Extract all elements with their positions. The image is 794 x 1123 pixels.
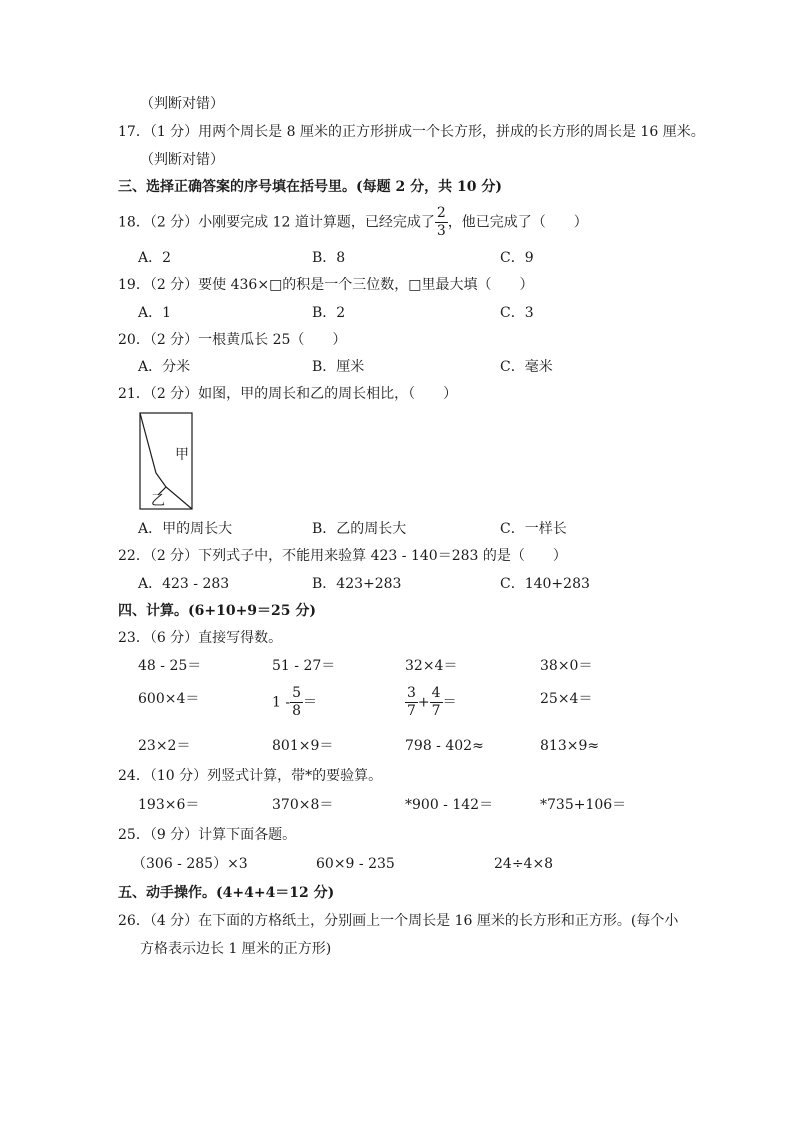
- option-c: C．3: [500, 305, 534, 321]
- calc-item: *735+106＝: [540, 797, 627, 813]
- question-17: 17．（1 分）用两个周长是 8 厘米的正方形拼成一个长方形，拼成的长方形的周长是 16 厘米。: [118, 124, 705, 140]
- question-19: 19．（2 分）要使 436×□的积是一个三位数，□里最大填（ ）: [118, 277, 534, 293]
- judge-note: （判断对错）: [140, 96, 224, 112]
- question-18-text-end: ，他已完成了（ ）: [447, 214, 588, 231]
- question-22: 22．（2 分）下列式子中，不能用来验算 423 - 140＝283 的是（ ）: [118, 548, 567, 564]
- option-c: C．9: [500, 250, 534, 266]
- calc-item: （306 - 285）×3: [132, 856, 248, 872]
- option-a: A．甲的周长大: [138, 521, 233, 537]
- calc-text: 1 -: [272, 694, 291, 711]
- option-b: B．423+283: [312, 576, 402, 592]
- calc-item: 24÷4×8: [494, 856, 554, 872]
- calc-item: 798 - 402≈: [405, 738, 484, 754]
- option-b: B．乙的周长大: [312, 521, 407, 537]
- question-21: 21．（2 分）如图，甲的周长和乙的周长相比，（ ）: [118, 386, 458, 402]
- calc-item: 370×8＝: [272, 797, 334, 813]
- numerator: 4: [431, 685, 441, 701]
- denominator: 7: [407, 703, 416, 719]
- numerator: 2: [436, 205, 446, 221]
- question-26-continued: 方格表示边长 1 厘米的正方形): [140, 941, 332, 957]
- option-c: C．140+283: [500, 576, 590, 592]
- label-yi: 乙: [151, 493, 165, 509]
- option-c: C．毫米: [500, 359, 553, 375]
- calc-item: 32×4＝: [405, 658, 458, 674]
- label-jia: 甲: [175, 447, 189, 463]
- numerator: 3: [407, 685, 416, 701]
- question-24: 24．（10 分）列竖式计算，带*的要验算。: [118, 768, 383, 784]
- plus-sign: +: [417, 694, 430, 711]
- fraction: [431, 686, 442, 719]
- calc-item: 813×9≈: [540, 738, 600, 754]
- calc-item: 25×4＝: [540, 691, 593, 707]
- option-a: A．分米: [138, 359, 191, 375]
- calc-text: ＝: [442, 694, 457, 711]
- calc-item: 23×2＝: [138, 738, 191, 754]
- question-26: 26．（4 分）在下面的方格纸土，分别画上一个周长是 16 厘米的长方形和正方形。(每个小: [118, 913, 679, 929]
- denominator: 8: [292, 703, 302, 719]
- question-20: 20．（2 分）一根黄瓜长 25（ ）: [118, 332, 347, 348]
- calc-item: 38×0＝: [540, 658, 593, 674]
- calc-item: 48 - 25＝: [138, 658, 202, 674]
- section-4-heading: 四、计算。(6+10+9＝25 分): [118, 603, 317, 619]
- judge-note: （判断对错）: [140, 152, 224, 168]
- perimeter-figure: [138, 411, 196, 513]
- option-a: A．423 - 283: [138, 576, 230, 592]
- question-23: 23．（6 分）直接写得数。: [118, 630, 283, 646]
- question-25: 25．（9 分）计算下面各题。: [118, 827, 297, 843]
- question-18-text: 18．（2 分）小刚要完成 12 道计算题，已经完成了: [118, 214, 435, 231]
- section-5-heading: 五、动手操作。(4+4+4＝12 分): [118, 885, 335, 901]
- calc-item-fraction: [272, 686, 317, 719]
- calc-item: 801×9＝: [272, 738, 334, 754]
- calc-item: *900 - 142＝: [405, 797, 494, 813]
- calc-item: 193×6＝: [138, 797, 200, 813]
- fraction: [406, 686, 417, 719]
- question-18: [118, 206, 588, 239]
- fraction: [291, 686, 302, 719]
- calc-text: ＝: [303, 694, 318, 711]
- option-b: B．2: [312, 305, 346, 321]
- numerator: 5: [292, 685, 302, 701]
- denominator: 7: [431, 703, 441, 719]
- section-3-heading: 三、选择正确答案的序号填在括号里。(每题 2 分，共 10 分): [118, 179, 502, 195]
- option-b: B．厘米: [312, 359, 365, 375]
- option-a: A．2: [138, 250, 172, 266]
- fraction: [436, 206, 447, 239]
- calc-item: 60×9 - 235: [316, 856, 395, 872]
- option-a: A．1: [138, 305, 172, 321]
- calc-item-fraction-sum: [405, 686, 457, 719]
- denominator: 3: [436, 223, 446, 239]
- calc-item: 600×4＝: [138, 691, 200, 707]
- option-b: B．8: [312, 250, 346, 266]
- calc-item: 51 - 27＝: [272, 658, 336, 674]
- option-c: C．一样长: [500, 521, 567, 537]
